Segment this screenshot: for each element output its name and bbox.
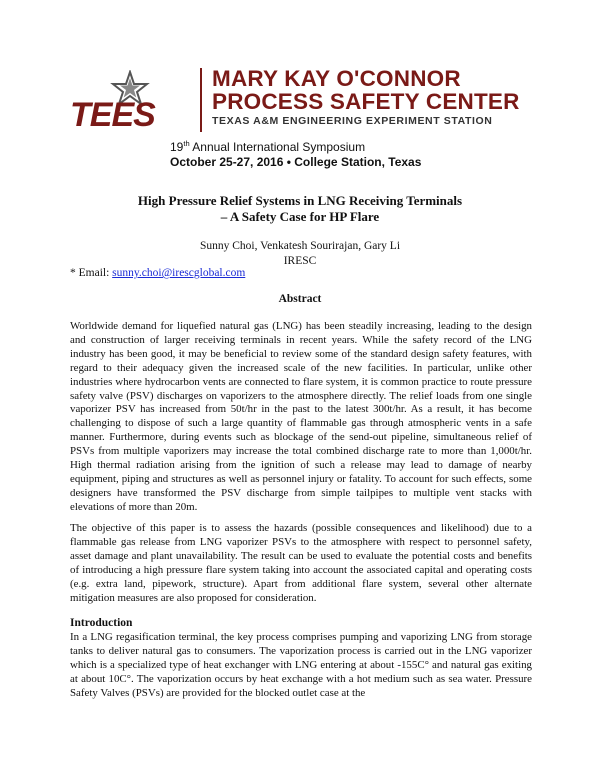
logo-text: TEES [70,96,155,130]
org-name-line1: MARY KAY O'CONNOR [212,66,461,91]
abstract-paragraph-2: The objective of this paper is to assess the hazards (possible consequences and likelihood) due to a flammable gas release from LNG vaporizer PSVs to the atmosphere with respect to personnel safety, asset damage and plant unavailability. The result can be used to evaluate the potential costs and benefits of introducing a high pressure flare system taking into account the associated capital and operating costs (e.g. extra land, pipework, structure). Apart from additional flare system, several other alternate mitigation measures are also proposed for consideration. [70,522,532,604]
abstract-heading: Abstract [278,293,322,305]
paper-title-line2: – A Safety Case for HP Flare [220,209,380,224]
symposium-title: 19th Annual International Symposium [170,139,366,154]
abstract-paragraph-1: Worldwide demand for liquefied natural gas (LNG) has been steadily increasing, leading to the design and construction of larger receiving terminals in recent years. While the safety record of the LNG industry has been good, it may be beneficial to review some of the standard design safety features, with regard to their adequacy given the increased scale of the new facilities. In particular, unlike other industries where hydrocarbon vents are connected to flare system, it is common practice to route pressure safety valve (PSV) discharges on vaporizers to the atmosphere directly. The relief loads from one single vaporizer PSV has increased from 50t/hr in the past to the latest 300t/hr. As a result, it has become challenging to dispose of such a large quantity of flammable gas through atmospheric vents in a safe manner. Furthermore, during events such as blockage of the send-out pipeline, simultaneous relief of PSVs from multiple vaporizers may increase the total combined discharge rate to more than 1,000t/hr. High thermal radiation arising from the ignition of such a release may lead to damage of nearby equipment, piping and structures as well as personnel injury or fatality. To account for such effects, some designers have transformed the PSV discharge from simple tailpipes to multiple vent stacks with elevations of more than 20m. [70,320,532,513]
org-name-line2: PROCESS SAFETY CENTER [212,89,520,114]
email-line: * Email: sunny.choi@irescglobal.com [70,267,246,279]
tees-logo [68,70,188,130]
header-divider [200,68,202,132]
affiliation: IRESC [283,255,317,267]
org-subtitle: TEXAS A&M ENGINEERING EXPERIMENT STATION [212,115,493,127]
email-link[interactable]: sunny.choi@irescglobal.com [112,267,246,279]
introduction-heading: Introduction [70,617,133,629]
symposium-date-place: October 25-27, 2016 • College Station, Texas [170,155,422,169]
paper-title-line1: High Pressure Relief Systems in LNG Receiving Terminals [137,193,463,208]
authors: Sunny Choi, Venkatesh Sourirajan, Gary Li [199,240,401,252]
introduction-paragraph-1: In a LNG regasification terminal, the key process comprises pumping and vaporizing LNG from storage tanks to deliver natural gas to consumers. The vaporization process is carried out in the LNG vaporizer which is a specialized type of heat exchanger with LNG entering at about -155C° and natural gas exiting at about 10C°. The vaporization occurs by heat exchange with a hot medium such as sea water. Pressure Safety Valves (PSVs) are provided for the blocked outlet case at the [70,631,532,699]
